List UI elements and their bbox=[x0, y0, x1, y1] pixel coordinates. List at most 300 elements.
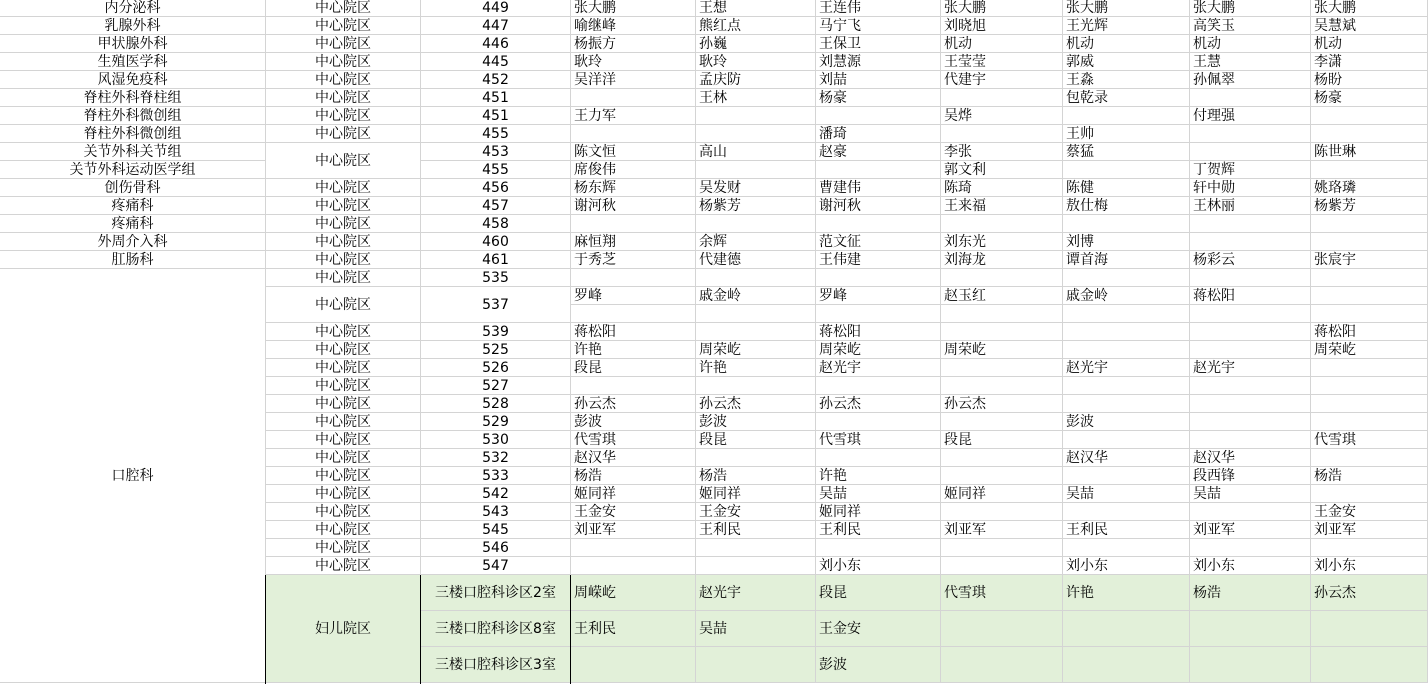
room-cell[interactable]: 452 bbox=[421, 71, 571, 89]
doctor-cell[interactable]: 罗峰 bbox=[571, 287, 696, 305]
doctor-cell[interactable]: 杨浩 bbox=[696, 467, 816, 485]
doctor-cell[interactable] bbox=[696, 647, 816, 683]
doctor-cell[interactable]: 周荣屹 bbox=[1311, 341, 1428, 359]
doctor-cell[interactable]: 吴洋洋 bbox=[571, 71, 696, 89]
doctor-cell[interactable] bbox=[1311, 215, 1428, 233]
doctor-cell[interactable]: 敖仕梅 bbox=[1063, 197, 1190, 215]
doctor-cell[interactable] bbox=[696, 539, 816, 557]
doctor-cell[interactable] bbox=[1190, 269, 1311, 287]
doctor-cell[interactable] bbox=[696, 107, 816, 125]
doctor-cell[interactable]: 代雪琪 bbox=[816, 431, 941, 449]
doctor-cell[interactable]: 蒋松阳 bbox=[1190, 287, 1311, 305]
doctor-cell[interactable] bbox=[696, 323, 816, 341]
doctor-cell[interactable] bbox=[941, 611, 1063, 647]
doctor-cell[interactable]: 吴慧斌 bbox=[1311, 17, 1428, 35]
room-cell[interactable]: 455 bbox=[421, 161, 571, 179]
room-cell[interactable]: 526 bbox=[421, 359, 571, 377]
campus-cell[interactable]: 中心院区 bbox=[266, 539, 421, 557]
doctor-cell[interactable] bbox=[571, 125, 696, 143]
doctor-cell[interactable]: 刘喆 bbox=[816, 71, 941, 89]
doctor-cell[interactable] bbox=[816, 107, 941, 125]
doctor-cell[interactable]: 张大鹏 bbox=[1190, 0, 1311, 17]
doctor-cell[interactable]: 王金安 bbox=[1311, 503, 1428, 521]
doctor-cell[interactable]: 李张 bbox=[941, 143, 1063, 161]
room-cell[interactable]: 547 bbox=[421, 557, 571, 575]
doctor-cell[interactable]: 耿玲 bbox=[696, 53, 816, 71]
doctor-cell[interactable]: 谢河秋 bbox=[816, 197, 941, 215]
doctor-cell[interactable]: 刘亚军 bbox=[1190, 521, 1311, 539]
campus-cell[interactable]: 中心院区 bbox=[266, 503, 421, 521]
doctor-cell[interactable] bbox=[1190, 233, 1311, 251]
doctor-cell[interactable]: 彭波 bbox=[816, 647, 941, 683]
dept-cell[interactable]: 外周介入科 bbox=[0, 233, 266, 251]
doctor-cell[interactable]: 孙巍 bbox=[696, 35, 816, 53]
doctor-cell[interactable]: 彭波 bbox=[571, 413, 696, 431]
doctor-cell[interactable]: 赵汉华 bbox=[1190, 449, 1311, 467]
doctor-cell[interactable]: 蒋松阳 bbox=[816, 323, 941, 341]
doctor-cell[interactable]: 彭波 bbox=[696, 413, 816, 431]
doctor-cell[interactable]: 周荣屹 bbox=[941, 341, 1063, 359]
doctor-cell[interactable] bbox=[1190, 323, 1311, 341]
doctor-cell[interactable] bbox=[1311, 413, 1428, 431]
doctor-cell[interactable]: 熊红点 bbox=[696, 17, 816, 35]
doctor-cell[interactable] bbox=[1311, 107, 1428, 125]
doctor-cell[interactable]: 杨紫芳 bbox=[1311, 197, 1428, 215]
doctor-cell[interactable] bbox=[1063, 503, 1190, 521]
doctor-cell[interactable] bbox=[816, 215, 941, 233]
doctor-cell[interactable]: 机动 bbox=[941, 35, 1063, 53]
doctor-cell[interactable]: 罗峰 bbox=[816, 287, 941, 305]
doctor-cell[interactable] bbox=[816, 413, 941, 431]
doctor-cell[interactable]: 陈文恒 bbox=[571, 143, 696, 161]
doctor-cell[interactable] bbox=[941, 377, 1063, 395]
doctor-cell[interactable]: 谭首海 bbox=[1063, 251, 1190, 269]
doctor-cell[interactable]: 王莹莹 bbox=[941, 53, 1063, 71]
doctor-cell[interactable]: 刘晓旭 bbox=[941, 17, 1063, 35]
doctor-cell[interactable]: 周荣屹 bbox=[696, 341, 816, 359]
doctor-cell[interactable] bbox=[571, 377, 696, 395]
doctor-cell[interactable] bbox=[941, 503, 1063, 521]
doctor-cell[interactable]: 麻恒翔 bbox=[571, 233, 696, 251]
doctor-cell[interactable]: 高笑玉 bbox=[1190, 17, 1311, 35]
doctor-cell[interactable]: 王淼 bbox=[1063, 71, 1190, 89]
doctor-cell[interactable]: 马宁飞 bbox=[816, 17, 941, 35]
campus-cell[interactable]: 中心院区 bbox=[266, 269, 421, 287]
doctor-cell[interactable] bbox=[941, 557, 1063, 575]
room-cell[interactable]: 528 bbox=[421, 395, 571, 413]
doctor-cell[interactable] bbox=[1063, 107, 1190, 125]
doctor-cell[interactable]: 席俊伟 bbox=[571, 161, 696, 179]
doctor-cell[interactable]: 杨紫芳 bbox=[696, 197, 816, 215]
doctor-cell[interactable]: 杨浩 bbox=[571, 467, 696, 485]
doctor-cell[interactable] bbox=[1063, 341, 1190, 359]
doctor-cell[interactable]: 刘小东 bbox=[1190, 557, 1311, 575]
room-cell[interactable]: 535 bbox=[421, 269, 571, 287]
doctor-cell[interactable]: 潘琦 bbox=[816, 125, 941, 143]
doctor-cell[interactable]: 孙云杰 bbox=[941, 395, 1063, 413]
doctor-cell[interactable] bbox=[1190, 611, 1311, 647]
doctor-cell[interactable]: 段西锋 bbox=[1190, 467, 1311, 485]
room-cell[interactable]: 451 bbox=[421, 107, 571, 125]
doctor-cell[interactable]: 代雪琪 bbox=[571, 431, 696, 449]
doctor-cell[interactable] bbox=[1311, 269, 1428, 287]
doctor-cell[interactable]: 李潇 bbox=[1311, 53, 1428, 71]
doctor-cell[interactable]: 许艳 bbox=[816, 467, 941, 485]
campus-cell[interactable]: 中心院区 bbox=[266, 431, 421, 449]
doctor-cell[interactable]: 吴喆 bbox=[1190, 485, 1311, 503]
doctor-cell[interactable]: 王来福 bbox=[941, 197, 1063, 215]
doctor-cell[interactable] bbox=[1063, 377, 1190, 395]
doctor-cell[interactable] bbox=[571, 539, 696, 557]
doctor-cell[interactable] bbox=[1063, 161, 1190, 179]
campus-cell[interactable]: 中心院区 bbox=[266, 521, 421, 539]
campus-cell[interactable]: 中心院区 bbox=[266, 557, 421, 575]
doctor-cell[interactable]: 孙云杰 bbox=[816, 395, 941, 413]
doctor-cell[interactable] bbox=[1311, 449, 1428, 467]
room-cell[interactable]: 456 bbox=[421, 179, 571, 197]
doctor-cell[interactable]: 姬同祥 bbox=[696, 485, 816, 503]
doctor-cell[interactable]: 孙佩翠 bbox=[1190, 71, 1311, 89]
doctor-cell[interactable]: 杨振方 bbox=[571, 35, 696, 53]
doctor-cell[interactable]: 赵汉华 bbox=[571, 449, 696, 467]
doctor-cell[interactable] bbox=[941, 269, 1063, 287]
doctor-cell[interactable] bbox=[941, 449, 1063, 467]
doctor-cell[interactable] bbox=[941, 647, 1063, 683]
doctor-cell[interactable]: 王金安 bbox=[571, 503, 696, 521]
doctor-cell[interactable] bbox=[1311, 377, 1428, 395]
dept-cell[interactable]: 肛肠科 bbox=[0, 251, 266, 269]
dept-cell[interactable]: 脊柱外科微创组 bbox=[0, 107, 266, 125]
doctor-cell[interactable] bbox=[1311, 539, 1428, 557]
doctor-cell[interactable]: 姬同祥 bbox=[941, 485, 1063, 503]
room-cell[interactable]: 530 bbox=[421, 431, 571, 449]
doctor-cell[interactable]: 孙云杰 bbox=[571, 395, 696, 413]
doctor-cell[interactable] bbox=[816, 377, 941, 395]
women-campus-cell[interactable]: 妇儿院区 bbox=[266, 575, 421, 683]
doctor-cell[interactable]: 赵光宇 bbox=[1063, 359, 1190, 377]
room-cell[interactable]: 537 bbox=[421, 287, 571, 323]
doctor-cell[interactable] bbox=[1311, 161, 1428, 179]
doctor-cell[interactable]: 刘小东 bbox=[1311, 557, 1428, 575]
doctor-cell[interactable]: 陈琦 bbox=[941, 179, 1063, 197]
doctor-cell[interactable]: 蔡猛 bbox=[1063, 143, 1190, 161]
doctor-cell[interactable]: 王金安 bbox=[696, 503, 816, 521]
dept-cell[interactable]: 疼痛科 bbox=[0, 197, 266, 215]
dept-cell[interactable]: 关节外科关节组 bbox=[0, 143, 266, 161]
campus-cell[interactable]: 中心院区 bbox=[266, 449, 421, 467]
doctor-cell[interactable] bbox=[696, 215, 816, 233]
dept-cell[interactable]: 内分泌科 bbox=[0, 0, 266, 17]
doctor-cell[interactable]: 孙云杰 bbox=[1311, 575, 1428, 611]
doctor-cell[interactable]: 刘亚军 bbox=[571, 521, 696, 539]
doctor-cell[interactable] bbox=[1311, 611, 1428, 647]
doctor-cell[interactable]: 吴喆 bbox=[816, 485, 941, 503]
doctor-cell[interactable] bbox=[696, 125, 816, 143]
room-cell[interactable]: 539 bbox=[421, 323, 571, 341]
doctor-cell[interactable] bbox=[696, 377, 816, 395]
campus-cell[interactable]: 中心院区 bbox=[266, 467, 421, 485]
room-cell[interactable]: 455 bbox=[421, 125, 571, 143]
doctor-cell[interactable]: 机动 bbox=[1311, 35, 1428, 53]
doctor-cell[interactable] bbox=[1063, 323, 1190, 341]
doctor-cell[interactable]: 段昆 bbox=[696, 431, 816, 449]
doctor-cell[interactable]: 刘海龙 bbox=[941, 251, 1063, 269]
doctor-cell[interactable] bbox=[941, 467, 1063, 485]
campus-cell[interactable]: 中心院区 bbox=[266, 143, 421, 179]
doctor-cell[interactable] bbox=[1190, 503, 1311, 521]
doctor-cell[interactable]: 杨浩 bbox=[1311, 467, 1428, 485]
doctor-cell[interactable]: 刘小东 bbox=[1063, 557, 1190, 575]
room-cell[interactable]: 445 bbox=[421, 53, 571, 71]
doctor-cell[interactable]: 吴发财 bbox=[696, 179, 816, 197]
doctor-cell[interactable]: 王保卫 bbox=[816, 35, 941, 53]
doctor-cell[interactable]: 姬同祥 bbox=[816, 503, 941, 521]
doctor-cell[interactable]: 喻继峰 bbox=[571, 17, 696, 35]
doctor-cell[interactable]: 王连伟 bbox=[816, 0, 941, 17]
doctor-cell[interactable]: 王金安 bbox=[816, 611, 941, 647]
room-cell[interactable]: 525 bbox=[421, 341, 571, 359]
doctor-cell[interactable]: 杨盼 bbox=[1311, 71, 1428, 89]
doctor-cell[interactable] bbox=[941, 323, 1063, 341]
room-cell[interactable]: 533 bbox=[421, 467, 571, 485]
doctor-cell[interactable] bbox=[696, 449, 816, 467]
doctor-cell[interactable]: 代建德 bbox=[696, 251, 816, 269]
room-cell[interactable]: 461 bbox=[421, 251, 571, 269]
room-cell[interactable]: 545 bbox=[421, 521, 571, 539]
doctor-cell[interactable]: 陈健 bbox=[1063, 179, 1190, 197]
doctor-cell[interactable]: 戚金岭 bbox=[1063, 287, 1190, 305]
doctor-cell[interactable]: 赵汉华 bbox=[1063, 449, 1190, 467]
campus-cell[interactable]: 中心院区 bbox=[266, 17, 421, 35]
doctor-cell[interactable]: 张大鹏 bbox=[571, 0, 696, 17]
doctor-cell[interactable] bbox=[1190, 143, 1311, 161]
room-cell[interactable]: 532 bbox=[421, 449, 571, 467]
campus-cell[interactable]: 中心院区 bbox=[266, 107, 421, 125]
doctor-cell[interactable] bbox=[941, 539, 1063, 557]
dept-cell[interactable]: 生殖医学科 bbox=[0, 53, 266, 71]
doctor-cell[interactable]: 王利民 bbox=[696, 521, 816, 539]
campus-cell[interactable]: 中心院区 bbox=[266, 323, 421, 341]
doctor-cell[interactable]: 王伟建 bbox=[816, 251, 941, 269]
campus-cell[interactable]: 中心院区 bbox=[266, 35, 421, 53]
doctor-cell[interactable]: 王帅 bbox=[1063, 125, 1190, 143]
doctor-cell[interactable]: 王利民 bbox=[816, 521, 941, 539]
campus-cell[interactable]: 中心院区 bbox=[266, 233, 421, 251]
doctor-cell[interactable]: 吴喆 bbox=[1063, 485, 1190, 503]
dept-cell[interactable]: 关节外科运动医学组 bbox=[0, 161, 266, 179]
doctor-cell[interactable] bbox=[1063, 269, 1190, 287]
doctor-cell[interactable]: 蒋松阳 bbox=[1311, 323, 1428, 341]
room-cell[interactable]: 457 bbox=[421, 197, 571, 215]
room-cell[interactable]: 546 bbox=[421, 539, 571, 557]
doctor-cell[interactable] bbox=[571, 89, 696, 107]
doctor-cell[interactable]: 周嵘屹 bbox=[571, 575, 696, 611]
room-cell[interactable]: 458 bbox=[421, 215, 571, 233]
doctor-cell[interactable] bbox=[1063, 431, 1190, 449]
room-cell[interactable]: 447 bbox=[421, 17, 571, 35]
campus-cell[interactable]: 中心院区 bbox=[266, 215, 421, 233]
doctor-cell[interactable]: 戚金岭 bbox=[696, 287, 816, 305]
doctor-cell[interactable]: 代雪琪 bbox=[1311, 431, 1428, 449]
doctor-cell[interactable] bbox=[571, 557, 696, 575]
doctor-cell[interactable] bbox=[1190, 539, 1311, 557]
doctor-cell[interactable]: 轩中勋 bbox=[1190, 179, 1311, 197]
doctor-cell[interactable]: 段昆 bbox=[941, 431, 1063, 449]
dept-cell[interactable]: 风湿免疫科 bbox=[0, 71, 266, 89]
doctor-cell[interactable] bbox=[941, 413, 1063, 431]
doctor-cell[interactable]: 张大鹏 bbox=[1311, 0, 1428, 17]
doctor-cell[interactable] bbox=[816, 539, 941, 557]
doctor-cell[interactable]: 郭文利 bbox=[941, 161, 1063, 179]
doctor-cell[interactable] bbox=[941, 305, 1063, 323]
room-cell[interactable]: 三楼口腔科诊区3室 bbox=[421, 647, 571, 683]
doctor-cell[interactable]: 刘亚军 bbox=[941, 521, 1063, 539]
doctor-cell[interactable]: 王力军 bbox=[571, 107, 696, 125]
campus-cell[interactable]: 中心院区 bbox=[266, 197, 421, 215]
doctor-cell[interactable] bbox=[816, 161, 941, 179]
room-cell[interactable]: 453 bbox=[421, 143, 571, 161]
doctor-cell[interactable] bbox=[816, 449, 941, 467]
doctor-cell[interactable]: 杨彩云 bbox=[1190, 251, 1311, 269]
doctor-cell[interactable] bbox=[1063, 647, 1190, 683]
doctor-cell[interactable] bbox=[941, 89, 1063, 107]
doctor-cell[interactable]: 代建宇 bbox=[941, 71, 1063, 89]
doctor-cell[interactable]: 谢河秋 bbox=[571, 197, 696, 215]
doctor-cell[interactable] bbox=[696, 161, 816, 179]
doctor-cell[interactable]: 耿玲 bbox=[571, 53, 696, 71]
doctor-cell[interactable] bbox=[1190, 89, 1311, 107]
doctor-cell[interactable]: 张大鹏 bbox=[1063, 0, 1190, 17]
doctor-cell[interactable] bbox=[1311, 485, 1428, 503]
doctor-cell[interactable]: 蒋松阳 bbox=[571, 323, 696, 341]
doctor-cell[interactable]: 刘博 bbox=[1063, 233, 1190, 251]
doctor-cell[interactable] bbox=[1190, 215, 1311, 233]
doctor-cell[interactable]: 许艳 bbox=[1063, 575, 1190, 611]
campus-cell[interactable]: 中心院区 bbox=[266, 485, 421, 503]
doctor-cell[interactable]: 丁贺辉 bbox=[1190, 161, 1311, 179]
doctor-cell[interactable]: 王林丽 bbox=[1190, 197, 1311, 215]
doctor-cell[interactable]: 陈世琳 bbox=[1311, 143, 1428, 161]
doctor-cell[interactable] bbox=[1311, 125, 1428, 143]
doctor-cell[interactable]: 孟庆防 bbox=[696, 71, 816, 89]
doctor-cell[interactable] bbox=[571, 269, 696, 287]
doctor-cell[interactable]: 许艳 bbox=[696, 359, 816, 377]
room-cell[interactable]: 529 bbox=[421, 413, 571, 431]
dept-cell[interactable]: 脊柱外科微创组 bbox=[0, 125, 266, 143]
doctor-cell[interactable]: 范文征 bbox=[816, 233, 941, 251]
doctor-cell[interactable]: 刘东光 bbox=[941, 233, 1063, 251]
doctor-cell[interactable]: 杨东辉 bbox=[571, 179, 696, 197]
room-cell[interactable]: 451 bbox=[421, 89, 571, 107]
doctor-cell[interactable] bbox=[1190, 413, 1311, 431]
room-cell[interactable]: 三楼口腔科诊区8室 bbox=[421, 611, 571, 647]
doctor-cell[interactable] bbox=[816, 269, 941, 287]
doctor-cell[interactable]: 彭波 bbox=[1063, 413, 1190, 431]
doctor-cell[interactable]: 刘小东 bbox=[816, 557, 941, 575]
campus-cell[interactable]: 中心院区 bbox=[266, 89, 421, 107]
doctor-cell[interactable]: 付理强 bbox=[1190, 107, 1311, 125]
doctor-cell[interactable] bbox=[1063, 467, 1190, 485]
doctor-cell[interactable]: 曹建伟 bbox=[816, 179, 941, 197]
doctor-cell[interactable]: 刘慧源 bbox=[816, 53, 941, 71]
doctor-cell[interactable] bbox=[571, 647, 696, 683]
doctor-cell[interactable] bbox=[1190, 647, 1311, 683]
doctor-cell[interactable] bbox=[1190, 341, 1311, 359]
doctor-cell[interactable]: 姬同祥 bbox=[571, 485, 696, 503]
campus-cell[interactable]: 中心院区 bbox=[266, 251, 421, 269]
doctor-cell[interactable] bbox=[1063, 215, 1190, 233]
doctor-cell[interactable]: 王光辉 bbox=[1063, 17, 1190, 35]
campus-cell[interactable]: 中心院区 bbox=[266, 179, 421, 197]
doctor-cell[interactable]: 段昆 bbox=[571, 359, 696, 377]
doctor-cell[interactable]: 赵光宇 bbox=[816, 359, 941, 377]
campus-cell[interactable]: 中心院区 bbox=[266, 413, 421, 431]
doctor-cell[interactable] bbox=[1190, 305, 1311, 323]
doctor-cell[interactable] bbox=[941, 359, 1063, 377]
oral-dept-cell[interactable]: 口腔科 bbox=[0, 269, 266, 683]
doctor-cell[interactable] bbox=[696, 269, 816, 287]
doctor-cell[interactable] bbox=[1190, 125, 1311, 143]
doctor-cell[interactable] bbox=[1311, 305, 1428, 323]
doctor-cell[interactable]: 于秀芝 bbox=[571, 251, 696, 269]
doctor-cell[interactable]: 张大鹏 bbox=[941, 0, 1063, 17]
dept-cell[interactable]: 脊柱外科脊柱组 bbox=[0, 89, 266, 107]
campus-cell[interactable]: 中心院区 bbox=[266, 287, 421, 323]
doctor-cell[interactable] bbox=[1311, 287, 1428, 305]
doctor-cell[interactable]: 许艳 bbox=[571, 341, 696, 359]
doctor-cell[interactable]: 孙云杰 bbox=[696, 395, 816, 413]
room-cell[interactable]: 527 bbox=[421, 377, 571, 395]
doctor-cell[interactable]: 王想 bbox=[696, 0, 816, 17]
doctor-cell[interactable]: 代雪琪 bbox=[941, 575, 1063, 611]
doctor-cell[interactable] bbox=[571, 215, 696, 233]
campus-cell[interactable]: 中心院区 bbox=[266, 377, 421, 395]
doctor-cell[interactable]: 赵光宇 bbox=[696, 575, 816, 611]
doctor-cell[interactable]: 郭威 bbox=[1063, 53, 1190, 71]
doctor-cell[interactable] bbox=[941, 215, 1063, 233]
doctor-cell[interactable]: 包乾录 bbox=[1063, 89, 1190, 107]
doctor-cell[interactable]: 周荣屹 bbox=[816, 341, 941, 359]
doctor-cell[interactable]: 机动 bbox=[1190, 35, 1311, 53]
doctor-cell[interactable] bbox=[1190, 431, 1311, 449]
doctor-cell[interactable]: 王利民 bbox=[1063, 521, 1190, 539]
campus-cell[interactable]: 中心院区 bbox=[266, 395, 421, 413]
campus-cell[interactable]: 中心院区 bbox=[266, 0, 421, 17]
doctor-cell[interactable] bbox=[1063, 539, 1190, 557]
dept-cell[interactable]: 乳腺外科 bbox=[0, 17, 266, 35]
doctor-cell[interactable]: 王林 bbox=[696, 89, 816, 107]
doctor-cell[interactable] bbox=[816, 305, 941, 323]
doctor-cell[interactable] bbox=[1311, 395, 1428, 413]
doctor-cell[interactable]: 杨浩 bbox=[1190, 575, 1311, 611]
doctor-cell[interactable]: 吴烨 bbox=[941, 107, 1063, 125]
dept-cell[interactable]: 创伤骨科 bbox=[0, 179, 266, 197]
doctor-cell[interactable] bbox=[571, 305, 696, 323]
doctor-cell[interactable] bbox=[696, 305, 816, 323]
campus-cell[interactable]: 中心院区 bbox=[266, 125, 421, 143]
doctor-cell[interactable]: 杨豪 bbox=[816, 89, 941, 107]
doctor-cell[interactable] bbox=[1063, 395, 1190, 413]
doctor-cell[interactable]: 王利民 bbox=[571, 611, 696, 647]
doctor-cell[interactable] bbox=[1063, 611, 1190, 647]
campus-cell[interactable]: 中心院区 bbox=[266, 53, 421, 71]
doctor-cell[interactable] bbox=[1311, 233, 1428, 251]
campus-cell[interactable]: 中心院区 bbox=[266, 341, 421, 359]
doctor-cell[interactable] bbox=[1190, 377, 1311, 395]
doctor-cell[interactable] bbox=[1063, 305, 1190, 323]
room-cell[interactable]: 460 bbox=[421, 233, 571, 251]
doctor-cell[interactable]: 赵豪 bbox=[816, 143, 941, 161]
